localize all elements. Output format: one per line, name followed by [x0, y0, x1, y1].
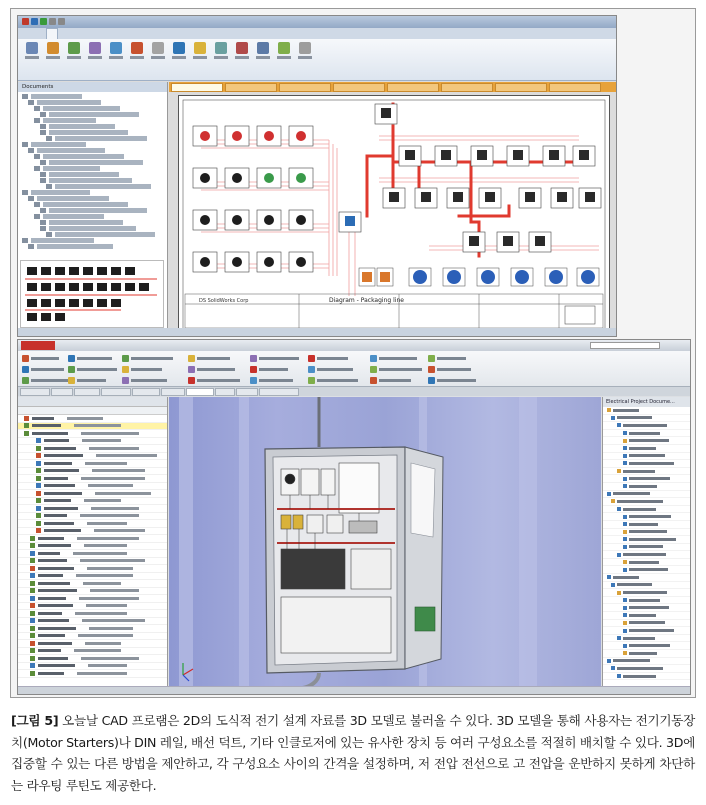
- schematic-component: [573, 146, 595, 166]
- tree-item[interactable]: [40, 130, 128, 135]
- schematic-component: [257, 252, 281, 272]
- schematic-component: [359, 268, 375, 286]
- document-item[interactable]: [603, 529, 691, 537]
- doc-tab[interactable]: [279, 83, 331, 92]
- schematic-component: [225, 210, 249, 230]
- tree-item[interactable]: [46, 136, 147, 141]
- doc-tab[interactable]: [171, 83, 223, 92]
- document-tabs: [169, 82, 617, 92]
- document-item[interactable]: [603, 475, 691, 483]
- list-item[interactable]: [18, 663, 167, 671]
- toolbar-button[interactable]: [22, 365, 64, 373]
- toolbar-button[interactable]: [370, 354, 417, 362]
- tree-item[interactable]: [40, 160, 143, 165]
- motor-symbol: [511, 268, 533, 286]
- tree-item[interactable]: [28, 244, 113, 249]
- electrical-project-documents-panel: [602, 397, 691, 688]
- tree-item[interactable]: [34, 166, 100, 171]
- tree-item[interactable]: [40, 172, 119, 177]
- doc-tab[interactable]: [387, 83, 439, 92]
- schematic-component: [193, 168, 217, 188]
- document-item[interactable]: [603, 650, 691, 658]
- schematic-component: [463, 232, 485, 252]
- tree-item[interactable]: [40, 220, 123, 225]
- schematic-component: [579, 188, 601, 208]
- document-item[interactable]: [603, 453, 691, 461]
- document-item[interactable]: [603, 460, 691, 468]
- figure-caption: [11, 710, 695, 796]
- panel-title: Electrical Project Docume...: [603, 397, 691, 407]
- schematic-component: [471, 146, 493, 166]
- schematic-drawing: [179, 96, 609, 334]
- figure-label: [그림 5]: [11, 713, 59, 728]
- list-item[interactable]: [18, 573, 167, 581]
- toolbar-button[interactable]: [122, 365, 162, 373]
- toolbar-button[interactable]: [250, 365, 288, 373]
- quick-access-toolbar: [22, 18, 72, 26]
- title-block-sheet-title: Diagram - Packaging line: [329, 297, 404, 304]
- toolbar-button[interactable]: [188, 354, 230, 362]
- motor-symbol: [477, 268, 499, 286]
- schematic-component: [289, 126, 313, 146]
- schematic-component: [289, 210, 313, 230]
- list-columns: [18, 407, 167, 415]
- doc-tab[interactable]: [333, 83, 385, 92]
- list-item[interactable]: [18, 640, 167, 648]
- toolbar-button[interactable]: [22, 354, 59, 362]
- tree-item[interactable]: [40, 112, 139, 117]
- doc-tab[interactable]: [549, 83, 601, 92]
- tree-item[interactable]: [28, 196, 109, 201]
- tree-item[interactable]: [40, 178, 132, 183]
- schematic-component: [193, 210, 217, 230]
- schematic-component: [479, 188, 501, 208]
- document-item[interactable]: [603, 665, 691, 673]
- list-item[interactable]: [18, 483, 167, 491]
- schematic-component: [383, 188, 405, 208]
- toolbar-button[interactable]: [68, 365, 117, 373]
- list-item[interactable]: [18, 475, 167, 483]
- list-item[interactable]: [18, 438, 167, 446]
- list-item[interactable]: [18, 618, 167, 626]
- figure-frame: [10, 8, 696, 698]
- document-item[interactable]: [603, 513, 691, 521]
- list-item[interactable]: [18, 528, 167, 536]
- document-item[interactable]: [603, 437, 691, 445]
- list-item[interactable]: [18, 588, 167, 596]
- toolbar-button[interactable]: [250, 376, 293, 384]
- list-item[interactable]: [18, 580, 167, 588]
- document-item[interactable]: [603, 582, 691, 590]
- tree-item[interactable]: [34, 202, 128, 207]
- list-item[interactable]: [18, 595, 167, 603]
- document-item[interactable]: [603, 658, 691, 666]
- tree-item[interactable]: [28, 100, 101, 105]
- toolbar-button[interactable]: [370, 365, 422, 373]
- bottom-command-tabs: [18, 387, 690, 396]
- list-item[interactable]: [18, 415, 167, 423]
- tree-item[interactable]: [34, 118, 96, 123]
- schematic-component: [551, 188, 573, 208]
- list-item[interactable]: [18, 468, 167, 476]
- document-item[interactable]: [603, 407, 691, 415]
- schematic-component: [225, 168, 249, 188]
- document-item[interactable]: [603, 551, 691, 559]
- list-item[interactable]: [18, 565, 167, 573]
- list-item[interactable]: [18, 550, 167, 558]
- toolbar-button[interactable]: [370, 376, 411, 384]
- document-item[interactable]: [603, 574, 691, 582]
- top-ribbon: [18, 39, 616, 81]
- toolbar-button[interactable]: [68, 376, 106, 384]
- motor-symbol: [577, 268, 599, 286]
- toolbar-button[interactable]: [308, 354, 348, 362]
- doc-tab[interactable]: [225, 83, 277, 92]
- toolbar-button[interactable]: [308, 365, 353, 373]
- document-item[interactable]: [603, 544, 691, 552]
- toolbar-button[interactable]: [68, 354, 112, 362]
- list-item[interactable]: [18, 625, 167, 633]
- tree-items: [18, 92, 167, 252]
- schematic-component: [225, 252, 249, 272]
- list-item[interactable]: [18, 655, 167, 663]
- panel-header: [18, 397, 167, 407]
- motor-symbol: [409, 268, 431, 286]
- schematic-component: [339, 212, 361, 232]
- document-item[interactable]: [603, 635, 691, 643]
- document-item[interactable]: [603, 627, 691, 635]
- schematic-component: [415, 188, 437, 208]
- schematic-component: [257, 210, 281, 230]
- top-ribbon-tabs: [18, 28, 616, 39]
- list-item[interactable]: [18, 490, 167, 498]
- document-item[interactable]: [603, 559, 691, 567]
- top-title-bar: [18, 16, 616, 28]
- schematic-screenshot: [17, 15, 617, 337]
- document-item[interactable]: [603, 589, 691, 597]
- list-item[interactable]: [18, 423, 167, 431]
- document-item[interactable]: [603, 620, 691, 628]
- document-item[interactable]: [603, 612, 691, 620]
- schematic-sheet: [178, 95, 610, 335]
- document-item[interactable]: [603, 445, 691, 453]
- list-item[interactable]: [18, 453, 167, 461]
- tree-header: Documents: [18, 82, 167, 92]
- list-item[interactable]: [18, 513, 167, 521]
- schematic-component: [447, 188, 469, 208]
- schematic-component: [257, 126, 281, 146]
- schematic-component: [225, 126, 249, 146]
- list-item[interactable]: [18, 520, 167, 528]
- document-item[interactable]: [603, 430, 691, 438]
- tree-item[interactable]: [46, 232, 155, 237]
- document-tree-panel: [18, 82, 168, 337]
- document-rows: [603, 407, 691, 680]
- motor-symbol: [443, 268, 465, 286]
- document-item[interactable]: [603, 422, 691, 430]
- motor-symbol: [545, 268, 567, 286]
- document-item[interactable]: [603, 506, 691, 514]
- schematic-preview: [20, 260, 164, 328]
- toolbar-button[interactable]: [428, 354, 466, 362]
- tree-item[interactable]: [34, 214, 104, 219]
- schematic-component: [399, 146, 421, 166]
- document-item[interactable]: [603, 498, 691, 506]
- component-rows: [18, 415, 167, 678]
- preview-thumbnail: [21, 261, 163, 327]
- document-item[interactable]: [603, 566, 691, 574]
- tree-item[interactable]: [40, 208, 147, 213]
- list-item[interactable]: [18, 648, 167, 656]
- document-item[interactable]: [603, 642, 691, 650]
- document-item[interactable]: [603, 483, 691, 491]
- figure-caption-text: 오늘날 CAD 프로램은 2D의 도식적 전기 설계 자료를 3D 모델로 불러올 수 있다. 3D 모델을 통해 사용자는 전기기동장치(Motor Starters)나 DIN 레일, 배선 덕트, 기타 인클로저에 있는 유사한 장치 등 여러 구성요소를 적절히 배치할 수 있다. 3D에 집중할 수 있는 다른 방법을 제안하고, 각 구성요소 사이의 간격을 설정하며, 저 전압 전선으로 고 전압을 운반하지 못하게 차단하는 라우팅 루틴도 제공한다.: [11, 713, 695, 793]
- list-item[interactable]: [18, 670, 167, 678]
- schematic-component: [519, 188, 541, 208]
- schematic-component: [497, 232, 519, 252]
- toolbar-button[interactable]: [22, 376, 69, 384]
- schematic-component: [375, 104, 397, 124]
- schematic-component: [193, 252, 217, 272]
- tree-item[interactable]: [22, 142, 86, 147]
- toolbar-button[interactable]: [428, 376, 476, 384]
- cabinet-3d-model: [169, 397, 601, 688]
- search-box[interactable]: [590, 342, 660, 349]
- tree-item[interactable]: [22, 238, 94, 243]
- list-item[interactable]: [18, 535, 167, 543]
- doc-tab[interactable]: [495, 83, 547, 92]
- schematic-component: [435, 146, 457, 166]
- schematic-component: [193, 126, 217, 146]
- tree-item[interactable]: [34, 106, 120, 111]
- document-item[interactable]: [603, 491, 691, 499]
- list-item[interactable]: [18, 558, 167, 566]
- top-status-bar: [18, 328, 616, 336]
- toolbar-button[interactable]: [188, 365, 235, 373]
- tree-item[interactable]: [22, 190, 90, 195]
- schematic-component: [543, 146, 565, 166]
- list-item[interactable]: [18, 460, 167, 468]
- tree-item[interactable]: [46, 184, 151, 189]
- list-item[interactable]: [18, 610, 167, 618]
- schematic-component: [289, 252, 313, 272]
- tree-item[interactable]: [28, 148, 105, 153]
- list-item[interactable]: [18, 603, 167, 611]
- bottom-title-bar: [18, 340, 690, 351]
- toolbar-button[interactable]: [122, 354, 173, 362]
- tree-item[interactable]: [22, 94, 82, 99]
- list-item[interactable]: [18, 505, 167, 513]
- list-item[interactable]: [18, 430, 167, 438]
- toolbar-button[interactable]: [308, 376, 358, 384]
- document-item[interactable]: [603, 521, 691, 529]
- 3d-viewport[interactable]: [169, 397, 601, 688]
- document-item[interactable]: [603, 415, 691, 423]
- document-item[interactable]: [603, 673, 691, 681]
- schematic-component: [529, 232, 551, 252]
- list-item[interactable]: [18, 498, 167, 506]
- schematic-component: [289, 168, 313, 188]
- list-item[interactable]: [18, 445, 167, 453]
- document-item[interactable]: [603, 536, 691, 544]
- document-item[interactable]: [603, 468, 691, 476]
- title-block-company: DS SolidWorks Corp: [199, 298, 249, 304]
- solidworks-logo: [21, 341, 55, 350]
- schematic-component: [507, 146, 529, 166]
- schematic-component: [257, 168, 281, 188]
- toolbar-button[interactable]: [188, 376, 240, 384]
- electrical-toolbar: [18, 351, 690, 387]
- list-item[interactable]: [18, 543, 167, 551]
- tree-item[interactable]: [40, 226, 136, 231]
- toolbar-button[interactable]: [428, 365, 471, 373]
- tree-item[interactable]: [40, 124, 115, 129]
- toolbar-button[interactable]: [250, 354, 299, 362]
- toolbar-button[interactable]: [122, 376, 167, 384]
- schematic-component: [377, 268, 393, 286]
- bottom-status-bar: [18, 686, 690, 694]
- document-item[interactable]: [603, 604, 691, 612]
- doc-tab[interactable]: [441, 83, 493, 92]
- tree-item[interactable]: [34, 154, 124, 159]
- 3d-model-screenshot: [17, 339, 691, 695]
- document-item[interactable]: [603, 597, 691, 605]
- list-item[interactable]: [18, 633, 167, 641]
- component-list-panel: [18, 397, 168, 688]
